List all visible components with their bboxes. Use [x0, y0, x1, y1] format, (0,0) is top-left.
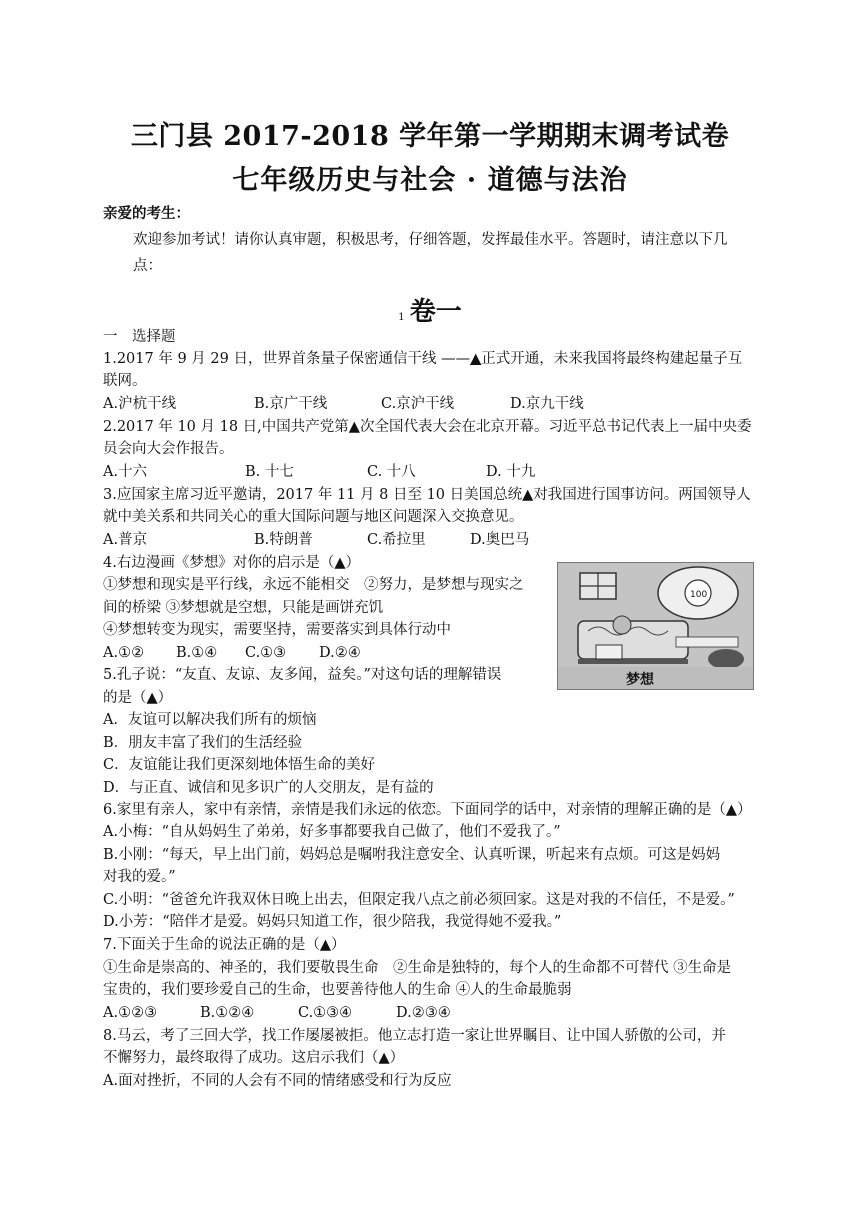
question-1-line-1 — [103, 349, 742, 370]
q2-option-b: B. 十七 — [245, 464, 294, 480]
q6-option-b-line-2: 对我的爱。” — [103, 869, 176, 885]
q5-option-d: D．与正直、诚信和见多识广的人交朋友，是有益的 — [103, 780, 434, 796]
q1-option-a: A.沪杭干线 — [103, 396, 177, 412]
question-3-line-1: 3.应国家主席习近平邀请，2017 年 11 月 8 日至 10 日美国总统▲对我国进行国事访问。两国领导人 — [103, 487, 751, 503]
q4-option-c: C.①③ — [245, 645, 287, 661]
question-4-line-3: 间的桥梁 ③梦想就是空想，只能是画饼充饥 — [103, 600, 384, 616]
answer-blank: ▲ — [470, 351, 482, 367]
section-title: 卷一 — [409, 297, 462, 327]
question-4-line-1: 4.右边漫画《梦想》对你的启示是（▲） — [103, 555, 360, 571]
question-8-line-1: 8.马云，考了三回大学，找工作屡屡被拒。他立志打造一家让世界瞩目、让中国人骄傲的公司，并 — [103, 1028, 726, 1044]
q6-option-a: A.小梅：“自从妈妈生了弟弟，好多事都要我自己做了，他们不爱我了。” — [103, 824, 561, 840]
q3-option-c: C.希拉里 — [367, 532, 426, 548]
q7-option-b: B.①②④ — [200, 1005, 255, 1021]
q2-option-a: A.十六 — [103, 464, 148, 480]
q5-option-b: B．朋友丰富了我们的生活经验 — [103, 735, 303, 751]
question-4-line-2: ①梦想和现实是平行线，永远不能相交 ②努力，是梦想与现实之 — [103, 577, 524, 593]
question-8-line-2: 不懈努力，最终取得了成功。这启示我们（▲） — [103, 1050, 405, 1066]
q8-option-a: A.面对挫折，不同的人会有不同的情绪感受和行为反应 — [103, 1073, 452, 1089]
question-7-line-2: ①生命是崇高的、神圣的，我们要敬畏生命 ②生命是独特的，每个人的生命都不可替代 ③生命是 — [103, 960, 732, 976]
question-1-text-b: 正式开通，未来我国将最终构建起量子互 — [481, 351, 743, 367]
question-5-line-1: 5.孔子说：“友直、友谅、友多闻，益矣。”对这句话的理解错误 — [103, 667, 502, 683]
part-heading: 一 选择题 — [103, 329, 176, 345]
greeting: 亲爱的考生： — [103, 205, 190, 222]
q4-option-b: B.①④ — [176, 645, 218, 661]
question-2-line-2: 员会向大会作报告。 — [103, 441, 234, 457]
exam-subtitle: 七年级历史与社会 · 道德与法治 — [232, 165, 628, 196]
question-4-line-4: ④梦想转变为现实，需要坚持，需要落实到具体行动中 — [103, 622, 451, 638]
cartoon-caption: 梦想 — [626, 672, 654, 688]
q1-option-b: B.京广干线 — [254, 396, 328, 412]
q7-option-a: A.①②③ — [103, 1005, 158, 1021]
intro-line-2: 点： — [133, 258, 162, 274]
question-2-line-1: 2.2017 年 10 月 18 日,中国共产党第▲次全国代表大会在北京开幕。习近平总书记代表上一届中央委 — [103, 419, 752, 435]
question-1-line-2: 联网。 — [103, 373, 147, 389]
q4-option-a: A.①② — [103, 645, 145, 661]
q1-option-c: C.京沪干线 — [381, 396, 455, 412]
intro-line-1: 欢迎参加考试！请你认真审题，积极思考，仔细答题，发挥最佳水平。答题时，请注意以下几 — [133, 232, 728, 248]
q3-option-a: A.普京 — [103, 532, 148, 548]
q7-option-c: C.①③④ — [298, 1005, 353, 1021]
question-7-line-3: 宝贵的，我们要珍爱自己的生命，也要善待他人的生命 ④人的生命最脆弱 — [103, 982, 572, 998]
question-5-line-2: 的是（▲） — [103, 690, 173, 706]
q6-option-d: D.小芳：“陪伴才是爱。妈妈只知道工作，很少陪我，我觉得她不爱我。” — [103, 914, 562, 930]
svg-text:100: 100 — [690, 590, 708, 600]
q3-option-d: D.奥巴马 — [470, 532, 530, 548]
q1-option-d: D.京九干线 — [510, 396, 584, 412]
question-6-line-1: 6.家里有亲人，家中有亲情，亲情是我们永远的依恋。下面同学的话中，对亲情的理解正确的是（▲） — [103, 802, 752, 818]
q4-option-d: D.②④ — [319, 645, 361, 661]
question-3-line-2: 就中美关系和共同关心的重大国际问题与地区问题深入交换意见。 — [103, 509, 524, 525]
question-1-text-a: 1.2017 年 9 月 29 日，世界首条量子保密通信干线 —— — [103, 351, 471, 367]
q7-option-d: D.②③④ — [396, 1005, 451, 1021]
q2-option-d: D. 十九 — [486, 464, 536, 480]
dream-cartoon-image — [557, 562, 754, 690]
q6-option-b-line-1: B.小刚：“每天，早上出门前，妈妈总是嘱咐我注意安全、认真听课，听起来有点烦。可这是妈妈 — [103, 847, 721, 863]
q6-option-c: C.小明：“爸爸允许我双休日晚上出去，但限定我八点之前必须回家。这是对我的不信任，不是爱。” — [103, 892, 735, 908]
section-heading — [0, 291, 860, 328]
q2-option-c: C. 十八 — [367, 464, 416, 480]
section-number: 1 — [398, 312, 405, 323]
q5-option-c: C．友谊能让我们更深刻地体悟生命的美好 — [103, 757, 376, 773]
q5-option-a: A．友谊可以解决我们所有的烦恼 — [103, 712, 317, 728]
q3-option-b: B.特朗普 — [254, 532, 313, 548]
exam-title: 三门县 2017-2018 学年第一学期期末调考试卷 — [130, 121, 730, 152]
question-7-line-1: 7.下面关于生命的说法正确的是（▲） — [103, 937, 346, 953]
